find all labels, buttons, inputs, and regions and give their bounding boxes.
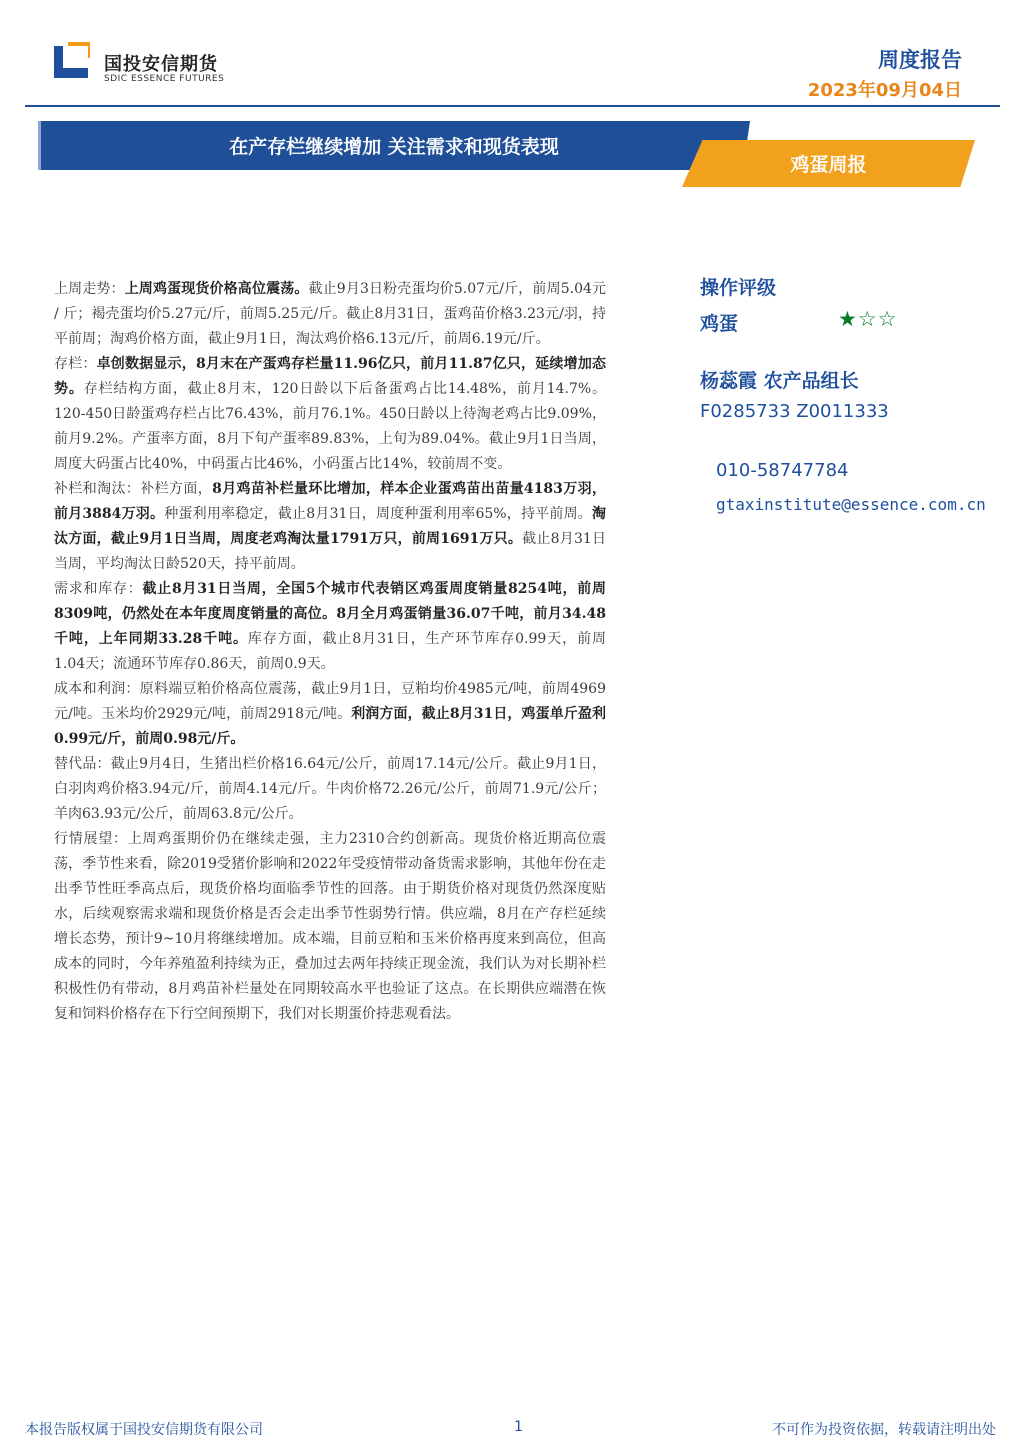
report-title: 在产存栏继续增加 关注需求和现货表现 bbox=[229, 136, 559, 158]
body-text: 存栏结构方面，截止8月末，120日龄以下后备蛋鸡占比14.48%，前月14.7%。120-450日龄蛋鸡存栏占比76.43%，前月76.1%。450日龄以上待淘老鸡占比9.09%，前月9.2%。产蛋率方面，8月下旬产蛋率89.83%，上旬为89.04%。截止9月1日当周，周度大码蛋占比40%，中码蛋占比46%，小码蛋占比14%，较前周不变。 bbox=[54, 381, 607, 472]
report-date: 2023年09月04日 bbox=[807, 80, 962, 101]
analyst-license: F0285733 Z0011333 bbox=[700, 401, 889, 422]
logo-english-name: SDIC ESSENCE FUTURES bbox=[104, 74, 225, 84]
paragraph-label: 成本和利润： bbox=[54, 681, 140, 697]
highlight-text: 截止8月31日当周，全国5个城市代表销区鸡蛋周度销量8254吨，前周8309吨，仍然处在本年度周度销量的高位。8月全月鸡蛋销量36.07千吨，前月34.48千吨，上年同期33.28千吨。 bbox=[54, 581, 606, 647]
body-text: 原料端豆粕价格高位震荡，截止9月1日，豆粕均价4985元/吨，前周4969元/吨。玉米均价2929元/吨，前周2918元/吨。 bbox=[54, 681, 606, 722]
report-body bbox=[54, 277, 606, 1027]
highlight-text: 卓创数据显示，8月末在产蛋鸡存栏量11.96亿只，前月11.87亿只，延续增加态势。 bbox=[54, 356, 607, 397]
highlight-text: 淘汰方面，截止9月1日当周，周度老鸡淘汰量1791万只，前周1691万只。 bbox=[54, 506, 606, 547]
body-text: 上周鸡蛋期价仍在继续走强，主力2310合约创新高。现货价格近期高位震荡，季节性来看，除2019受猪价影响和2022年受疫情带动备货需求影响，其他年份在走出季节性旺季高点后，现货价格均面临季节性的回落。由于期货价格对现货仍然深度贴水，后续观察需求端和现货价格是否会走出季节性弱势行情。供应端，8月在产存栏延续增长态势，预计9~10月将继续增加。成本端，目前豆粕和玉米价格再度来到高位，但高成本的同时，今年养殖盈利持续为正，叠加过去两年持续正现金流，我们认为对长期补栏积极性仍有带动，8月鸡苗补栏量处在同期较高水平也验证了这点。在长期供应端潜在恢复和饲料价格存在下行空间预期下，我们对长期蛋价持悲观看法。 bbox=[54, 831, 606, 1022]
page-number: 1 bbox=[514, 1419, 523, 1435]
rating-stars-icon: ★☆☆ bbox=[838, 307, 898, 331]
logo-chinese-name: 国投安信期货 bbox=[104, 54, 218, 75]
report-type: 周度报告 bbox=[878, 48, 962, 72]
body-paragraph bbox=[54, 752, 606, 827]
rating-item: 鸡蛋 bbox=[700, 313, 739, 335]
body-text: 截止8月31日当周，平均淘汰日龄520天，持平前周。 bbox=[54, 531, 606, 572]
analyst-name: 杨蕊霞 农产品组长 bbox=[700, 370, 859, 392]
logo-mark-icon bbox=[54, 42, 90, 78]
body-paragraph bbox=[54, 352, 606, 477]
body-paragraph bbox=[54, 827, 606, 1027]
paragraph-label: 上周走势： bbox=[54, 281, 125, 297]
contact-email[interactable]: gtaxinstitute@essence.com.cn bbox=[716, 495, 986, 514]
highlight-text: 上周鸡蛋现货价格高位震荡。 bbox=[124, 281, 309, 297]
paragraph-label: 补栏和淘汰： bbox=[54, 481, 141, 497]
contact-phone: 010-58747784 bbox=[716, 460, 849, 481]
body-paragraph bbox=[54, 277, 606, 352]
paragraph-label: 替代品： bbox=[54, 756, 111, 772]
body-paragraph bbox=[54, 677, 606, 752]
paragraph-label: 存栏： bbox=[54, 356, 97, 372]
body-paragraph bbox=[54, 577, 606, 677]
report-category: 鸡蛋周报 bbox=[790, 154, 867, 176]
body-paragraph bbox=[54, 477, 606, 577]
company-logo bbox=[54, 42, 244, 92]
body-text: 截止9月3日粉壳蛋均价5.07元/斤，前周5.04元 / 斤；褐壳蛋均价5.27元/斤，前周5.25元/斤。截止8月31日，蛋鸡苗价格3.23元/羽，持平前周；淘鸡价格方面，截止9月1日，淘汰鸡价格6.13元/斤，前周6.19元/斤。 bbox=[54, 281, 607, 347]
highlight-text: 8月鸡苗补栏量环比增加，样本企业蛋鸡苗出苗量4183万羽，前月3884万羽。 bbox=[54, 481, 607, 522]
highlight-text: 利润方面，截止8月31日，鸡蛋单斤盈利0.99元/斤，前周0.98元/斤。 bbox=[54, 706, 606, 747]
paragraph-label: 需求和库存： bbox=[54, 581, 143, 597]
body-text: 截止9月4日，生猪出栏价格16.64元/公斤，前周17.14元/公斤。截止9月1日，白羽肉鸡价格3.94元/斤，前周4.14元/斤。牛肉价格72.26元/公斤，前周71.9元/公斤；羊肉63.93元/公斤，前周63.8元/公斤。 bbox=[54, 756, 606, 822]
footer-disclaimer: 不可作为投资依据，转载请注明出处 bbox=[772, 1422, 996, 1438]
header-divider bbox=[25, 105, 1000, 107]
footer-copyright: 本报告版权属于国投安信期货有限公司 bbox=[25, 1422, 263, 1438]
body-text: 补栏方面， bbox=[140, 481, 213, 497]
paragraph-label: 行情展望： bbox=[54, 831, 128, 847]
body-text: 库存方面，截止8月31日，生产环节库存0.99天，前周1.04天；流通环节库存0.86天，前周0.9天。 bbox=[54, 631, 606, 672]
body-text: 种蛋利用率稳定，截止8月31日，周度种蛋利用率65%，持平前周。 bbox=[164, 506, 592, 522]
rating-title: 操作评级 bbox=[700, 277, 777, 299]
